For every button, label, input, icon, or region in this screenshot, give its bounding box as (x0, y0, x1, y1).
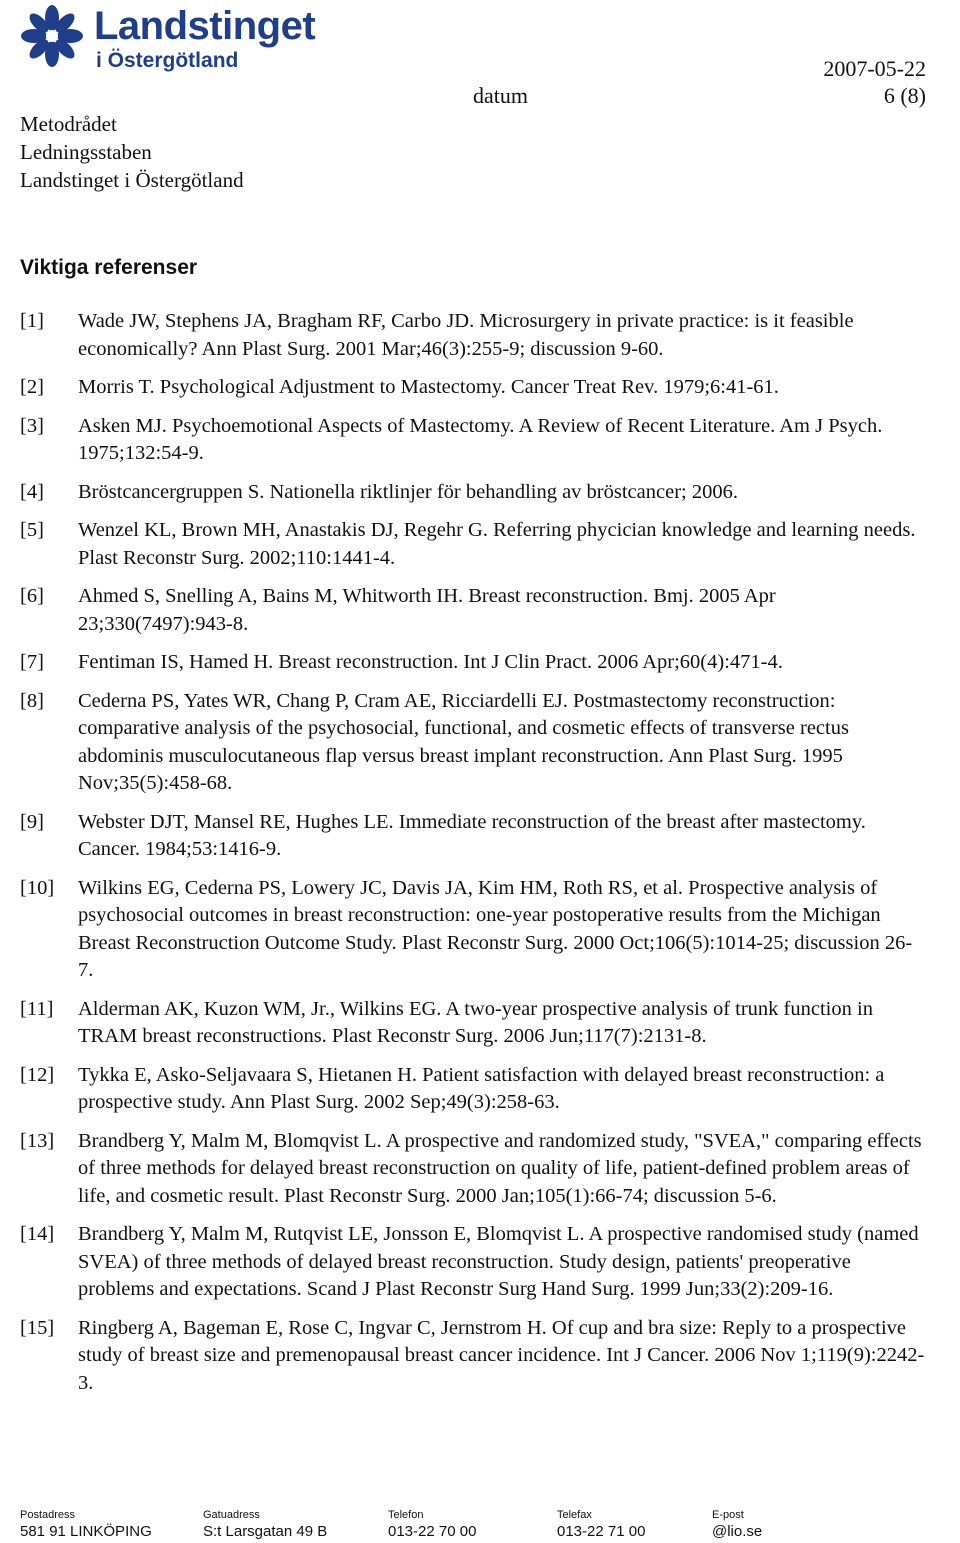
section-title: Viktiga referenser (20, 256, 198, 279)
reference-item (20, 809, 925, 864)
reference-item (20, 583, 925, 638)
reference-text: Tykka E, Asko-Seljavaara S, Hietanen H. Patient satisfaction with delayed breast reconstruction: a prospective study. Ann Plast Surg. 2002 Sep;49(3):258-63. (78, 1063, 885, 1113)
reference-text: Ahmed S, Snelling A, Bains M, Whitworth IH. Breast reconstruction. Bmj. 2005 Apr 23;330(7497):943-8. (78, 585, 776, 635)
reference-item (20, 308, 925, 363)
footer-value: 013-22 71 00 (557, 1523, 646, 1540)
flower-emblem-icon (20, 4, 84, 68)
footer-column (557, 1508, 645, 1542)
document-date: 2007-05-22 (823, 56, 926, 81)
reference-text: Alderman AK, Kuzon WM, Jr., Wilkins EG. A two-year prospective analysis of trunk function in TRAM breast reconstructions. Plast Reconstr Surg. 2006 Jun;117(7):2131-8. (78, 997, 873, 1047)
reference-text: Wilkins EG, Cederna PS, Lowery JC, Davis JA, Kim HM, Roth RS, et al. Prospective analysis of psychosocial outcomes in breast reconstruction: one-year postoperative results from the Michigan Breast Reconstruction Outcome Study. Plast Reconstr Surg. 2000 Oct;106(5):1014-25; discussion 26-7. (78, 876, 913, 981)
footer-value: 581 91 LINKÖPING (20, 1523, 152, 1540)
footer-column (388, 1508, 476, 1542)
logo-org-region: i Östergötland (96, 49, 239, 72)
footer-label: Telefon (388, 1509, 424, 1521)
reference-text: Fentiman IS, Hamed H. Breast reconstruction. Int J Clin Pract. 2006 Apr;60(4):471-4. (78, 651, 783, 673)
reference-text: Wenzel KL, Brown MH, Anastakis DJ, Regehr G. Referring phycician knowledge and learning needs. Plast Reconstr Surg. 2002;110:1441-4. (78, 519, 916, 569)
footer-value: 013-22 70 00 (388, 1523, 477, 1540)
reference-number: [10] (20, 876, 55, 899)
footer-label: Postadress (20, 1509, 76, 1521)
reference-number: [11] (20, 997, 54, 1020)
reference-item (20, 996, 925, 1051)
footer-value: S:t Larsgatan 49 B (203, 1523, 328, 1540)
logo-org-name: Landstinget (94, 4, 316, 48)
reference-item (20, 374, 925, 402)
reference-item (20, 649, 925, 677)
reference-item (20, 1062, 925, 1117)
reference-text: Cederna PS, Yates WR, Chang P, Cram AE, Ricciardelli EJ. Postmastectomy reconstruction: comparative analysis of the psychosocial, functional, and cosmetic effects of transverse rectus abdominis musculocutaneous flap versus breast implant reconstruction. Ann Plast Surg. 1995 Nov;35(5):458-68. (78, 689, 849, 794)
reference-number: [7] (20, 651, 44, 673)
reference-text: Wade JW, Stephens JA, Bragham RF, Carbo JD. Microsurgery in private practice: is it feasible economically? Ann Plast Surg. 2001 Mar;46(3):255-9; discussion 9-60. (78, 310, 854, 360)
reference-number: [13] (20, 1129, 55, 1152)
reference-number: [2] (20, 376, 44, 398)
reference-item (20, 1221, 925, 1304)
date-label: datum (473, 83, 528, 108)
reference-list (20, 308, 925, 1408)
sender-line: Metodrådet (20, 112, 117, 136)
footer-label: Gatuadress (203, 1509, 260, 1521)
reference-number: [3] (20, 414, 44, 437)
reference-item (20, 479, 925, 507)
footer-column (712, 1508, 762, 1542)
reference-number: [9] (20, 810, 44, 833)
footer-column (20, 1508, 152, 1542)
reference-number: [5] (20, 519, 44, 541)
footer-column (203, 1508, 327, 1542)
reference-number: [4] (20, 480, 44, 503)
reference-item (20, 688, 925, 798)
reference-item (20, 875, 925, 985)
org-logo (20, 4, 320, 76)
reference-number: [8] (20, 689, 44, 712)
reference-text: Brandberg Y, Malm M, Blomqvist L. A prospective and randomized study, "SVEA," comparing effects of three methods for delayed breast reconstruction on quality of life, patient-defined problem areas of life, and cosmetic result. Plast Reconstr Surg. 2000 Jan;105(1):66-74; discussion 5-6. (78, 1129, 922, 1207)
sender-block (20, 110, 244, 194)
reference-text: Bröstcancergruppen S. Nationella riktlinjer för behandling av bröstcancer; 2006. (78, 480, 738, 503)
reference-item (20, 517, 925, 572)
reference-number: [15] (20, 1316, 55, 1339)
reference-number: [12] (20, 1063, 55, 1086)
reference-number: [14] (20, 1223, 55, 1245)
reference-text: Morris T. Psychological Adjustment to Mastectomy. Cancer Treat Rev. 1979;6:41-61. (78, 376, 779, 398)
footer-value: @lio.se (712, 1523, 763, 1540)
reference-text: Ringberg A, Bageman E, Rose C, Ingvar C, Jernstrom H. Of cup and bra size: Reply to a prospective study of breast size and premenopausal breast cancer incidence. Int J Cancer. 2006 Nov 1;119(9):2242-3. (78, 1316, 925, 1394)
reference-text: Asken MJ. Psychoemotional Aspects of Mastectomy. A Review of Recent Literature. Am J Psych. 1975;132:54-9. (78, 414, 883, 464)
reference-text: Brandberg Y, Malm M, Rutqvist LE, Jonsson E, Blomqvist L. A prospective randomised study (named SVEA) of three methods of delayed breast reconstruction. Study design, patients' preoperative problems and expectations. Scand J Plast Reconstr Surg Hand Surg. 1999 Jun;33(2):209-16. (78, 1223, 919, 1300)
sender-line: Landstinget i Östergötland (20, 168, 244, 192)
reference-item (20, 1128, 925, 1211)
reference-number: [6] (20, 585, 44, 607)
footer-label: E-post (712, 1509, 744, 1521)
reference-item (20, 413, 925, 468)
sender-line: Ledningsstaben (20, 140, 152, 164)
footer-label: Telefax (557, 1509, 592, 1521)
reference-number: [1] (20, 310, 44, 332)
reference-text: Webster DJT, Mansel RE, Hughes LE. Immediate reconstruction of the breast after mastectomy. Cancer. 1984;53:1416-9. (78, 810, 866, 860)
reference-item (20, 1315, 925, 1398)
page-number: 6 (8) (883, 83, 926, 108)
